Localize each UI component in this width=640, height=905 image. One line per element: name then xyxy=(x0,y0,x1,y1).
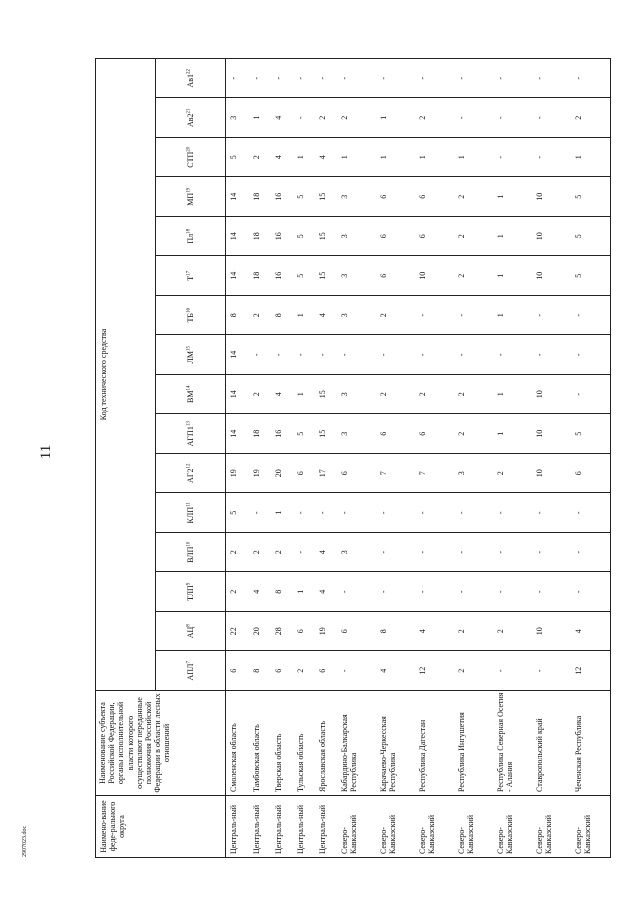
value-cell: 1 xyxy=(571,138,611,178)
value-cell: 20 xyxy=(249,612,271,652)
value-cell: - xyxy=(532,59,571,99)
code-label: Т xyxy=(185,275,195,281)
value-cell: 20 xyxy=(271,454,293,494)
value-cell: 15 xyxy=(315,217,337,257)
subject-cell: Тульская область xyxy=(293,691,315,796)
value-cell: 2 xyxy=(493,612,532,652)
subject-cell: Ярославская область xyxy=(315,691,337,796)
value-cell: 6 xyxy=(226,651,249,691)
value-cell: 6 xyxy=(415,414,454,454)
code-footnote: 22 xyxy=(186,68,192,74)
value-cell: 1 xyxy=(493,414,532,454)
value-cell: - xyxy=(493,572,532,612)
value-cell: 3 xyxy=(454,454,493,494)
value-cell: 4 xyxy=(315,138,337,178)
value-cell: 16 xyxy=(271,414,293,454)
value-cell: 8 xyxy=(271,572,293,612)
value-cell: 4 xyxy=(415,612,454,652)
value-cell: - xyxy=(454,98,493,138)
district-cell: Северо-Кавказский xyxy=(337,796,376,858)
value-cell: 2 xyxy=(249,296,271,336)
value-cell: - xyxy=(337,59,376,99)
code-header-4 xyxy=(156,533,226,573)
value-cell: 18 xyxy=(249,414,271,454)
value-cell: 14 xyxy=(226,217,249,257)
code-label: АГ2 xyxy=(185,468,195,483)
value-cell: 10 xyxy=(532,454,571,494)
code-label: ВЛП xyxy=(185,546,195,563)
value-cell: 10 xyxy=(532,375,571,415)
value-cell: 14 xyxy=(226,335,249,375)
value-cell: 7 xyxy=(376,454,415,494)
subject-cell: Карачаево-Черкесская Республика xyxy=(376,691,415,796)
value-cell: 2 xyxy=(454,177,493,217)
value-cell: - xyxy=(271,335,293,375)
value-cell: - xyxy=(454,59,493,99)
subject-cell: Республика Дагестан xyxy=(415,691,454,796)
value-cell: 2 xyxy=(249,138,271,178)
value-cell: - xyxy=(493,335,532,375)
value-cell: 22 xyxy=(226,612,249,652)
value-cell: 6 xyxy=(376,414,415,454)
header-row-1 xyxy=(96,59,156,858)
value-cell: - xyxy=(337,335,376,375)
table-row xyxy=(293,59,315,858)
table-row xyxy=(532,59,571,858)
value-cell: 15 xyxy=(315,177,337,217)
value-cell: 14 xyxy=(226,414,249,454)
value-cell: 6 xyxy=(415,217,454,257)
value-cell: 19 xyxy=(315,612,337,652)
subject-cell: Чеченская Республика xyxy=(571,691,611,796)
value-cell: 4 xyxy=(376,651,415,691)
value-cell: - xyxy=(493,533,532,573)
table-row xyxy=(226,59,249,858)
value-cell: - xyxy=(532,138,571,178)
value-cell: - xyxy=(249,59,271,99)
value-cell: 6 xyxy=(337,454,376,494)
district-cell: Северо-Кавказский xyxy=(415,796,454,858)
code-header-7 xyxy=(156,414,226,454)
district-cell: Централь-ный xyxy=(315,796,337,858)
code-header-9 xyxy=(156,335,226,375)
value-cell: 1 xyxy=(493,375,532,415)
value-cell: 10 xyxy=(532,177,571,217)
code-label: АЦ xyxy=(185,626,195,639)
table-row xyxy=(337,59,376,858)
value-cell: - xyxy=(315,493,337,533)
value-cell: - xyxy=(571,493,611,533)
subject-cell: Тверская область xyxy=(271,691,293,796)
value-cell: 14 xyxy=(226,177,249,217)
value-cell: 3 xyxy=(337,217,376,257)
value-cell: 3 xyxy=(337,375,376,415)
value-cell: 1 xyxy=(293,296,315,336)
value-cell: 4 xyxy=(271,138,293,178)
value-cell: - xyxy=(337,651,376,691)
code-footnote: 16 xyxy=(186,308,192,314)
value-cell: 5 xyxy=(571,414,611,454)
code-header-1 xyxy=(156,651,226,691)
district-cell: Северо-Кавказский xyxy=(571,796,611,858)
value-cell: - xyxy=(532,651,571,691)
value-cell: - xyxy=(532,98,571,138)
value-cell: 4 xyxy=(571,612,611,652)
value-cell: 12 xyxy=(571,651,611,691)
table-row xyxy=(315,59,337,858)
value-cell: - xyxy=(376,59,415,99)
value-cell: 1 xyxy=(415,138,454,178)
code-header-10 xyxy=(156,296,226,336)
code-header-2 xyxy=(156,612,226,652)
subject-cell: Кабардино-Балкарская Республика xyxy=(337,691,376,796)
value-cell: 3 xyxy=(226,98,249,138)
value-cell: - xyxy=(415,335,454,375)
code-label: ЛМ xyxy=(185,350,195,364)
code-footnote: 12 xyxy=(186,463,192,469)
value-cell: 15 xyxy=(315,256,337,296)
code-label: Ав2 xyxy=(185,113,195,128)
value-cell: 6 xyxy=(376,177,415,217)
header-district: Наимено-вание феде-рального округа xyxy=(96,796,226,858)
value-cell: 17 xyxy=(315,454,337,494)
district-cell: Северо-Кавказский xyxy=(493,796,532,858)
code-footnote: 20 xyxy=(186,146,192,152)
value-cell: - xyxy=(532,335,571,375)
value-cell: 2 xyxy=(376,296,415,336)
value-cell: 4 xyxy=(315,296,337,336)
code-footnote: 10 xyxy=(186,541,192,547)
value-cell: 2 xyxy=(454,612,493,652)
district-cell: Северо-Кавказский xyxy=(454,796,493,858)
table-row xyxy=(271,59,293,858)
value-cell: 10 xyxy=(532,217,571,257)
value-cell: - xyxy=(376,335,415,375)
value-cell: - xyxy=(415,296,454,336)
value-cell: 3 xyxy=(337,177,376,217)
value-cell: - xyxy=(454,572,493,612)
value-cell: 4 xyxy=(271,375,293,415)
value-cell: - xyxy=(315,59,337,99)
value-cell: 19 xyxy=(249,454,271,494)
value-cell: 5 xyxy=(571,217,611,257)
value-cell: - xyxy=(315,335,337,375)
table-row xyxy=(571,59,611,858)
value-cell: 1 xyxy=(493,256,532,296)
value-cell: - xyxy=(454,335,493,375)
footer-file-code: 2907023.doc xyxy=(22,825,28,857)
value-cell: - xyxy=(271,59,293,99)
value-cell: 16 xyxy=(271,256,293,296)
value-cell: - xyxy=(532,296,571,336)
code-header-15 xyxy=(156,98,226,138)
value-cell: 18 xyxy=(249,256,271,296)
value-cell: 5 xyxy=(293,177,315,217)
value-cell: 15 xyxy=(315,375,337,415)
value-cell: 10 xyxy=(532,612,571,652)
value-cell: - xyxy=(337,493,376,533)
value-cell: 2 xyxy=(493,454,532,494)
value-cell: - xyxy=(493,59,532,99)
value-cell: 2 xyxy=(415,98,454,138)
code-label: СТП xyxy=(185,151,195,168)
header-subject: Наименование субъекта Российской Федерации, органы исполнительной власти которого осуществляют переданные полномочия Российской Федерации в области лесных отношений xyxy=(96,691,226,796)
subject-cell: Ставропольский край xyxy=(532,691,571,796)
value-cell: 3 xyxy=(337,414,376,454)
value-cell: 10 xyxy=(532,256,571,296)
code-header-13 xyxy=(156,177,226,217)
value-cell: 1 xyxy=(293,572,315,612)
value-cell: 2 xyxy=(454,651,493,691)
code-footnote: 19 xyxy=(186,187,192,193)
table-row xyxy=(454,59,493,858)
value-cell: 1 xyxy=(293,375,315,415)
value-cell: 1 xyxy=(493,217,532,257)
value-cell: - xyxy=(493,98,532,138)
value-cell: 1 xyxy=(493,177,532,217)
value-cell: 2 xyxy=(293,651,315,691)
value-cell: - xyxy=(571,375,611,415)
code-header-11 xyxy=(156,256,226,296)
value-cell: - xyxy=(571,533,611,573)
code-footnote: 13 xyxy=(186,421,192,427)
value-cell: 6 xyxy=(376,217,415,257)
code-label: МП xyxy=(185,192,195,206)
code-label: Пл xyxy=(185,233,195,244)
value-cell: - xyxy=(493,138,532,178)
value-cell: - xyxy=(415,533,454,573)
district-cell: Централь-ный xyxy=(226,796,249,858)
value-cell: 18 xyxy=(249,217,271,257)
value-cell: 3 xyxy=(337,533,376,573)
value-cell: 2 xyxy=(454,256,493,296)
value-cell: 2 xyxy=(249,533,271,573)
value-cell: 6 xyxy=(571,454,611,494)
value-cell: 12 xyxy=(415,651,454,691)
value-cell: - xyxy=(532,572,571,612)
subject-cell: Тамбовская область xyxy=(249,691,271,796)
value-cell: - xyxy=(415,493,454,533)
code-footnote: 21 xyxy=(186,108,192,114)
code-footnote: 15 xyxy=(186,345,192,351)
value-cell: - xyxy=(226,59,249,99)
value-cell: 1 xyxy=(376,98,415,138)
value-cell: 4 xyxy=(271,98,293,138)
code-label: АГП1 xyxy=(185,426,195,447)
value-cell: 10 xyxy=(415,256,454,296)
code-footnote: 11 xyxy=(186,502,192,507)
value-cell: 2 xyxy=(249,375,271,415)
value-cell: - xyxy=(337,572,376,612)
district-cell: Северо-Кавказский xyxy=(376,796,415,858)
value-cell: - xyxy=(376,493,415,533)
value-cell: - xyxy=(571,572,611,612)
value-cell: 2 xyxy=(454,375,493,415)
value-cell: 1 xyxy=(454,138,493,178)
code-header-6 xyxy=(156,454,226,494)
code-header-16 xyxy=(156,59,226,99)
value-cell: 2 xyxy=(226,533,249,573)
value-cell: 2 xyxy=(376,375,415,415)
value-cell: - xyxy=(249,493,271,533)
value-cell: 2 xyxy=(271,533,293,573)
value-cell: 1 xyxy=(493,296,532,336)
value-cell: - xyxy=(493,493,532,533)
district-cell: Централь-ный xyxy=(271,796,293,858)
value-cell: - xyxy=(293,493,315,533)
table-body xyxy=(226,59,611,858)
value-cell: 3 xyxy=(337,256,376,296)
value-cell: 10 xyxy=(532,414,571,454)
value-cell: 5 xyxy=(293,256,315,296)
value-cell: 6 xyxy=(293,612,315,652)
value-cell: 3 xyxy=(337,296,376,336)
subject-cell: Смоленская область xyxy=(226,691,249,796)
value-cell: 4 xyxy=(249,572,271,612)
page-number: 11 xyxy=(38,444,54,460)
value-cell: 2 xyxy=(315,98,337,138)
value-cell: 19 xyxy=(226,454,249,494)
code-header-12 xyxy=(156,217,226,257)
value-cell: - xyxy=(571,59,611,99)
value-cell: 28 xyxy=(271,612,293,652)
code-header-3 xyxy=(156,572,226,612)
value-cell: 1 xyxy=(376,138,415,178)
value-cell: 16 xyxy=(271,217,293,257)
table-row xyxy=(415,59,454,858)
value-cell: - xyxy=(532,533,571,573)
value-cell: - xyxy=(415,59,454,99)
value-cell: 8 xyxy=(226,296,249,336)
code-footnote: 14 xyxy=(186,385,192,391)
value-cell: 6 xyxy=(315,651,337,691)
code-label: ВМ xyxy=(185,390,195,403)
code-label: КЛП xyxy=(185,506,195,524)
code-footnote: 9 xyxy=(186,582,192,586)
value-cell: - xyxy=(293,335,315,375)
value-cell: 6 xyxy=(337,612,376,652)
header-group: Код технического средства xyxy=(96,59,156,691)
value-cell: - xyxy=(571,296,611,336)
value-cell: 6 xyxy=(415,177,454,217)
code-footnote: 17 xyxy=(186,270,192,276)
value-cell: - xyxy=(376,572,415,612)
value-cell: - xyxy=(571,335,611,375)
value-cell: 6 xyxy=(376,256,415,296)
value-cell: - xyxy=(293,533,315,573)
value-cell: - xyxy=(376,533,415,573)
value-cell: - xyxy=(454,296,493,336)
technical-means-table xyxy=(95,58,611,858)
value-cell: 2 xyxy=(571,98,611,138)
code-label: ТБ xyxy=(185,313,195,323)
code-footnote: 18 xyxy=(186,228,192,234)
value-cell: - xyxy=(293,59,315,99)
rotated-table-container xyxy=(95,58,611,858)
subject-cell: Республика Северная Осетия - Алания xyxy=(493,691,532,796)
value-cell: - xyxy=(454,493,493,533)
value-cell: 5 xyxy=(571,177,611,217)
value-cell: 5 xyxy=(293,414,315,454)
value-cell: 5 xyxy=(571,256,611,296)
value-cell: - xyxy=(249,335,271,375)
value-cell: 16 xyxy=(271,177,293,217)
value-cell: 1 xyxy=(249,98,271,138)
value-cell: 8 xyxy=(271,296,293,336)
code-footnote: 7 xyxy=(186,661,192,664)
value-cell: 7 xyxy=(415,454,454,494)
code-footnote: 8 xyxy=(186,624,192,627)
value-cell: 2 xyxy=(415,375,454,415)
code-label: ТЛП xyxy=(185,585,195,601)
table-row xyxy=(249,59,271,858)
district-cell: Централь-ный xyxy=(249,796,271,858)
value-cell: - xyxy=(415,572,454,612)
table-row xyxy=(493,59,532,858)
value-cell: - xyxy=(454,533,493,573)
value-cell: 15 xyxy=(315,414,337,454)
value-cell: 2 xyxy=(226,572,249,612)
value-cell: 4 xyxy=(315,572,337,612)
value-cell: 1 xyxy=(271,493,293,533)
table-row xyxy=(376,59,415,858)
value-cell: 18 xyxy=(249,177,271,217)
value-cell: - xyxy=(293,98,315,138)
value-cell: 8 xyxy=(376,612,415,652)
value-cell: 4 xyxy=(315,533,337,573)
value-cell: - xyxy=(532,493,571,533)
value-cell: 2 xyxy=(454,414,493,454)
value-cell: 5 xyxy=(293,217,315,257)
value-cell: 1 xyxy=(337,138,376,178)
value-cell: 8 xyxy=(249,651,271,691)
district-cell: Северо-Кавказский xyxy=(532,796,571,858)
value-cell: 1 xyxy=(293,138,315,178)
value-cell: 2 xyxy=(337,98,376,138)
code-header-8 xyxy=(156,375,226,415)
value-cell: 14 xyxy=(226,256,249,296)
value-cell: 14 xyxy=(226,375,249,415)
subject-cell: Республика Ингушетия xyxy=(454,691,493,796)
value-cell: - xyxy=(493,651,532,691)
district-cell: Централь-ный xyxy=(293,796,315,858)
code-label: Ав1 xyxy=(185,73,195,88)
value-cell: 6 xyxy=(293,454,315,494)
value-cell: 5 xyxy=(226,493,249,533)
value-cell: 2 xyxy=(454,217,493,257)
code-header-14 xyxy=(156,138,226,178)
value-cell: 5 xyxy=(226,138,249,178)
code-header-5 xyxy=(156,493,226,533)
value-cell: 6 xyxy=(271,651,293,691)
code-label: АПЛ xyxy=(185,663,195,681)
